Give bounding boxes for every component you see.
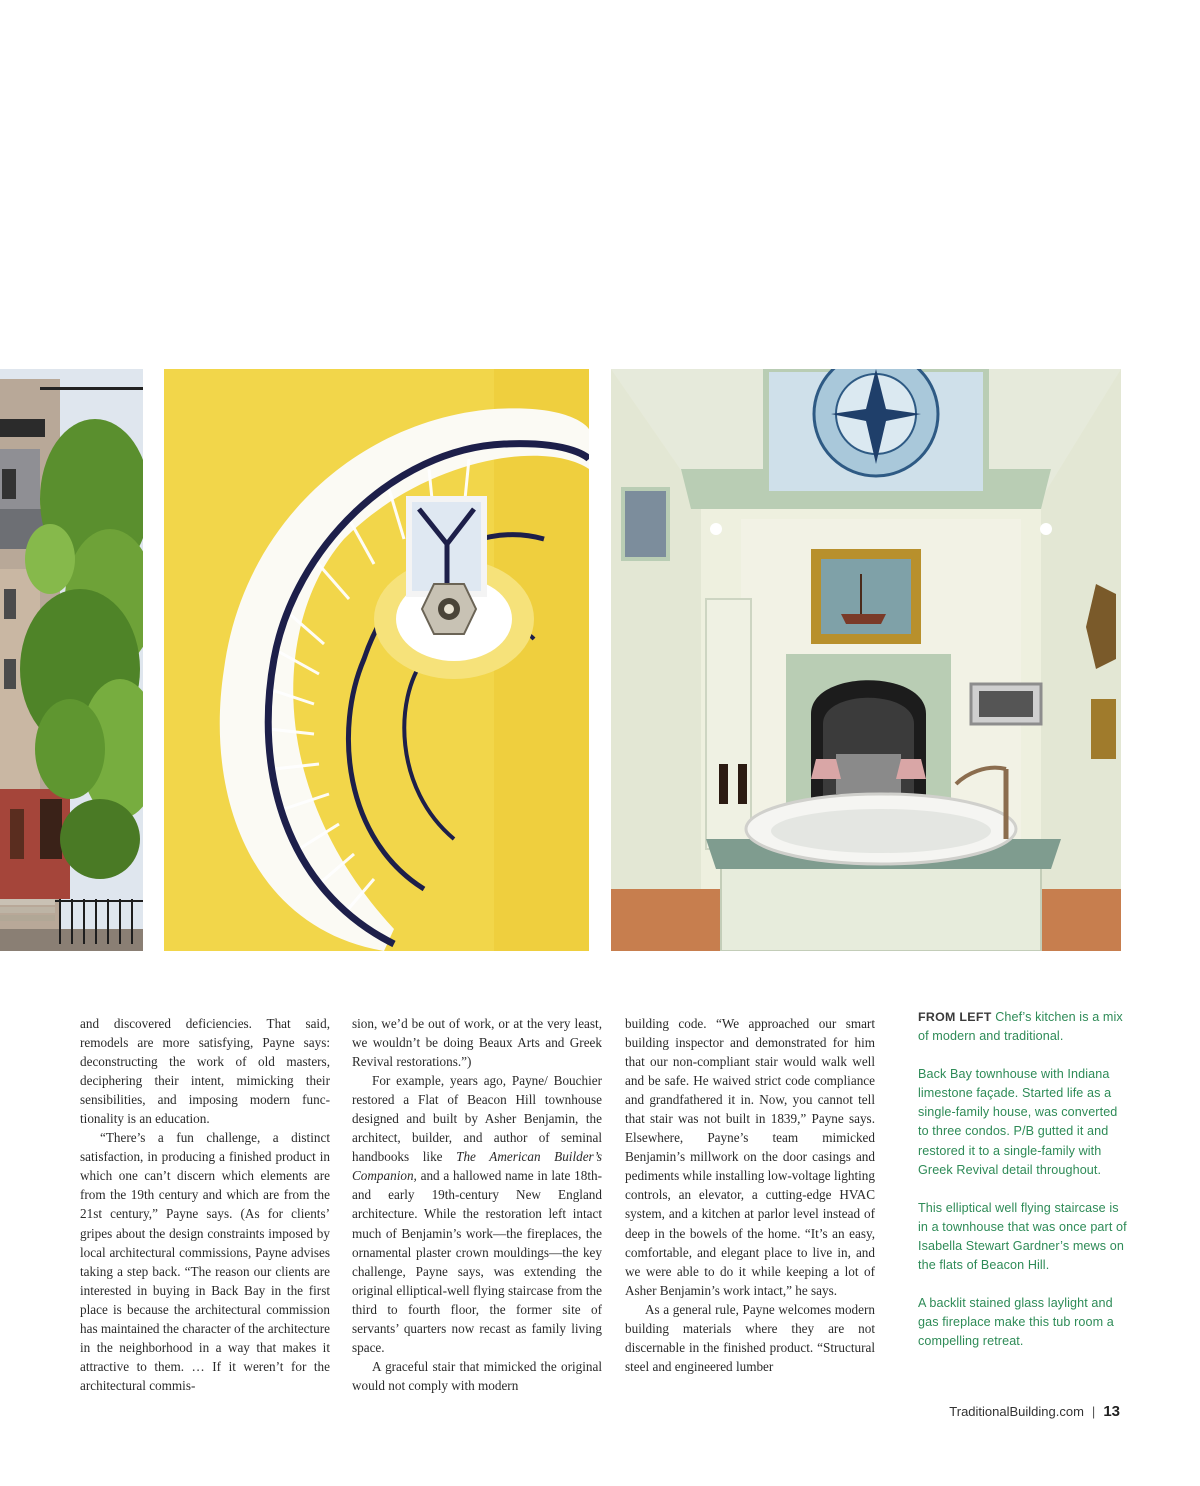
article-paragraph: and discovered deficiencies. That said, remodels are more satisfying, Payne says: deconstructing the work of old masters, deciphering their intent, mimicking their sensibilities, and imposing modern functionality is an education. [80,1016,330,1127]
staircase-image [164,369,589,951]
caption-text: Chef’s kitchen is a mix of modern and traditional. [918,1010,1123,1044]
caption-tubroom: A backlit stained glass laylight and gas fireplace make this tub room a compelling retreat. [918,1296,1114,1349]
article-column-1 [80,1014,330,1395]
photo-captions [918,1008,1130,1370]
article-paragraph: building code. “We approached our smart building inspector and demonstrated for him that our non-compliant stair would walk well and be safe. He waived strict code compliance and grandfathered it in. Now, you cannot tell that stair was not built in 1839,” Payne says. Elsewhere, Payne’s team mimicked Benjamin’s millwork on the door casings and pediments while installing low-voltage lighting controls, an elevator, a cutting-edge HVAC system, and a kitchen at parlor level instead of deep in the bowels of the home. “It’s an easy, comfortable, and elegant place to live in, and we were able to do it while keeping a lot of Asher Benjamin’s work intact,” he says. [625,1016,875,1298]
caption-kitchen [918,1008,1130,1046]
footer-site: TraditionalBuilding.com [949,1404,1084,1419]
article-column-3 [625,1014,875,1376]
article-paragraph: “There’s a fun challenge, a distinct satisfaction, in producing a finished product in which one can’t discern which elements are from the 19th century and which are from the 21st century,” Payne says. (As for clients’ gripes about the design constraints imposed by local architectural commissions, Payne advises taking a step back. “The reason our clients are interested in buying in Back Bay in the first place is because the architectural commission has maintained the character of the architecture in the neighborhood in a way that makes it attractive to them. … If it weren’t for the architectural commis- [80,1130,330,1393]
footer-separator: | [1091,1404,1096,1419]
page-footer [949,1403,1120,1420]
caption-staircase: This elliptical well flying staircase is in a townhouse that was once part of Isabella Stewart Gardner’s mews on the flats of Beacon Hill. [918,1200,1127,1273]
article-paragraph: A graceful stair that mimicked the original would not comply with modern [352,1358,602,1393]
article-paragraph: sion, we’d be out of work, or at the very least, we wouldn’t be doing Beaux Arts and Greek Revival restorations.”) [352,1016,602,1070]
caption-townhouse: Back Bay townhouse with Indiana limestone façade. Started life as a single-family house, was converted to three condos. P/B gutted it and restored it to a single-family with Greek Revival detail throughout. [918,1067,1118,1177]
staircase-photo [164,369,589,951]
article-text: For example, years ago, Payne/ Bouchier restored a Flat of Beacon Hill townhouse designed and built by Asher Benjamin, the architect, builder, and author of seminal handbooks like [352,1073,602,1165]
article-column-2 [352,1014,602,1395]
page-number: 13 [1103,1403,1120,1420]
article-paragraph [352,1071,602,1357]
townhouse-image [0,369,143,951]
article-paragraph: As a general rule, Payne welcomes modern building materials where they are not discernable in the finished product. “Structural steel and engineered lumber [625,1301,875,1374]
townhouse-photo [0,369,143,951]
article-text: and a hallowed name in late 18th- and early 19th-century New England architecture. While the restoration left intact much of Benjamin’s work—the fireplaces, the ornamental plaster crown mouldings—the key challenge, Payne says, was extending the original elliptical-well flying staircase from the third to fourth floor, the former site of servants’ quarters now recast as family living space. [352,1168,602,1355]
caption-lead: FROM LEFT [918,1010,992,1024]
tubroom-image [611,369,1121,951]
tubroom-photo [611,369,1121,951]
book-title: The American Builder’s Companion, [352,1149,602,1184]
